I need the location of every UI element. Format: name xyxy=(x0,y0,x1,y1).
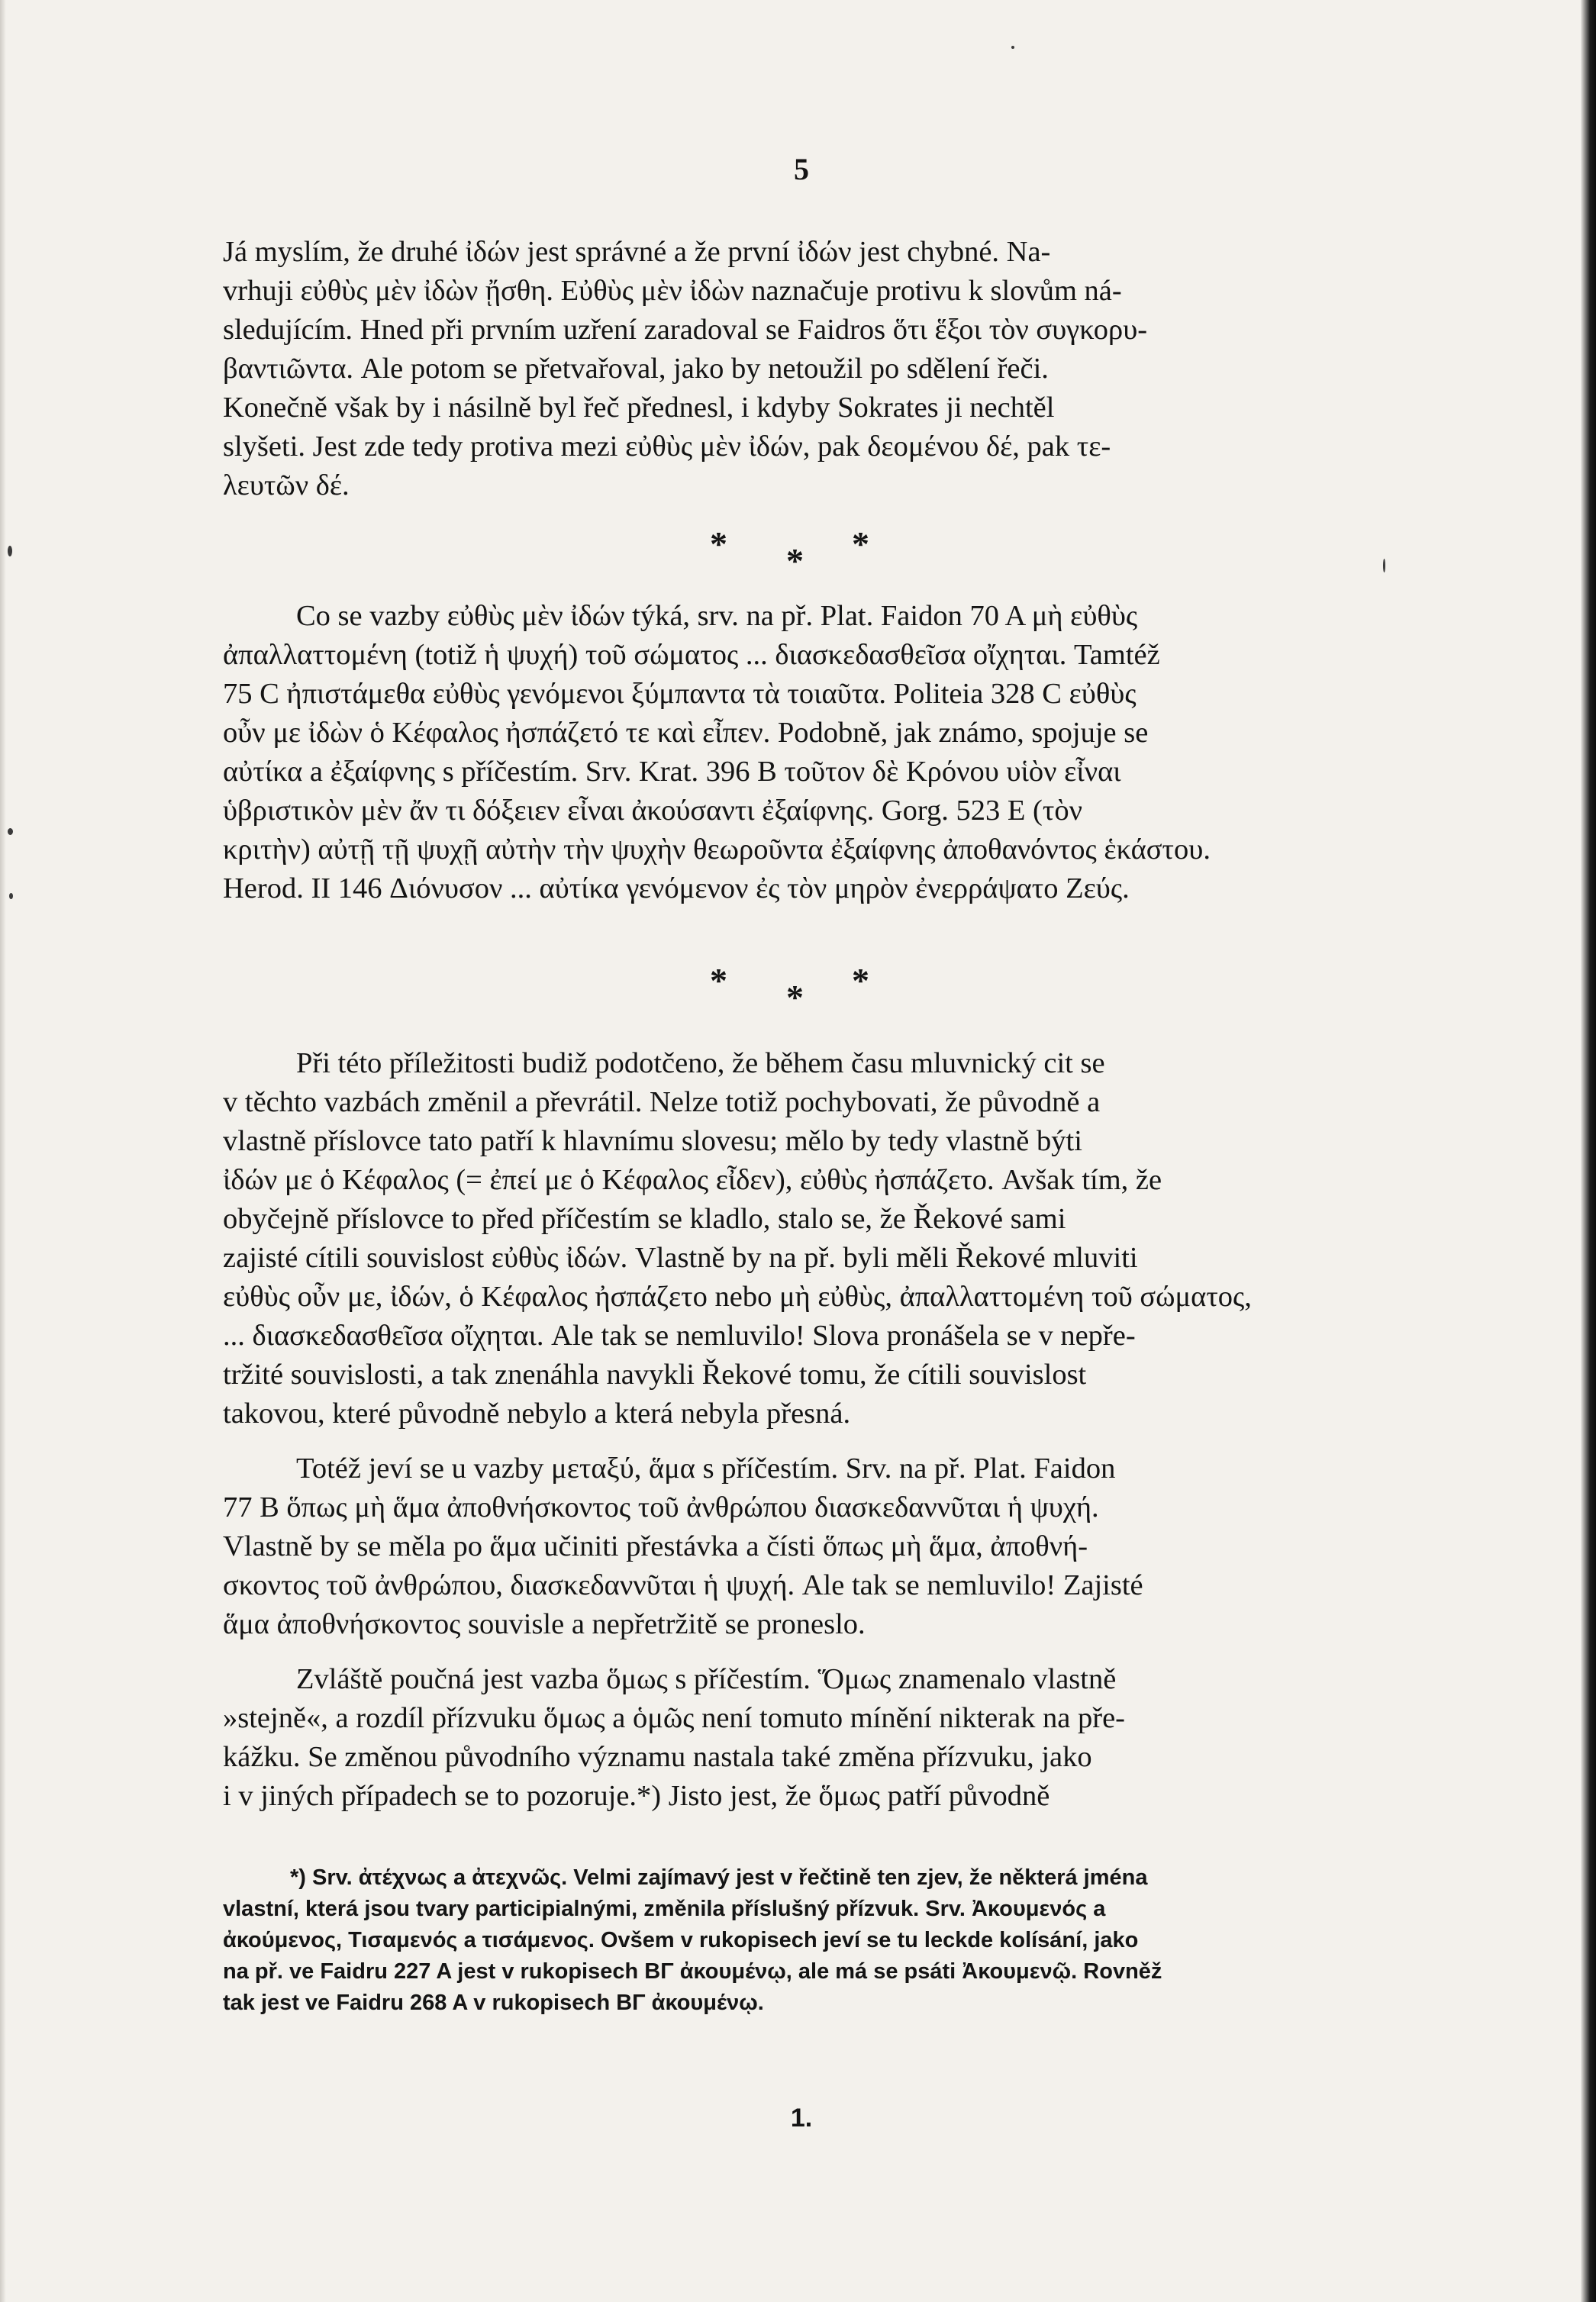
scan-speck xyxy=(1011,46,1014,49)
asterisk: * xyxy=(710,961,727,1000)
text-line: Vlastně by se měla po ἅμα učiniti přestávka a čísti ὅπως μὴ ἅμα, ἀποθνή- xyxy=(223,1530,1088,1562)
text-line: 75 C ἠπιστάμεθα εὐθὺς γενόμενοι ξύμπαντα τὰ τοιαῦτα. Politeia 328 C εὐθὺς xyxy=(223,678,1137,710)
text-line: βαντιῶντα. Ale potom se přetvařoval, jako by netoužil po sdělení řeči. xyxy=(223,353,1049,385)
text-line: takovou, které původně nebylo a která nebyla přesná. xyxy=(223,1398,851,1430)
footnote xyxy=(223,1862,1362,2019)
text-line: sledujícím. Hned při prvním uzření zaradoval se Faidros ὅτι ἕξοι τὸν συγκορυ- xyxy=(223,314,1148,346)
text-line: 77 B ὅπως μὴ ἅμα ἀποθνήσκοντος τοῦ ἀνθρώπου διασκεδαννῦται ἡ ψυχή. xyxy=(223,1491,1099,1523)
text-line: v těchto vazbách změnil a převrátil. Nelze totiž pochybovati, že původně a xyxy=(223,1086,1101,1118)
text-line: ἀπαλλαττομένη (totiž ἡ ψυχή) τοῦ σώματος ... διασκεδασθεῖσα οἴχηται. Tamtéž xyxy=(223,639,1160,671)
scan-speck xyxy=(1383,559,1385,572)
footnote-line: na př. ve Faidru 227 A jest v rukopisech ΒΓ ἀκουμένῳ, ale má se psáti Ἀκουμενῷ. Rovněž xyxy=(223,1959,1162,1984)
page-number: 5 xyxy=(794,152,809,186)
footnote-line: vlastní, která jsou tvary participialnými, změnila příslušný přízvuk. Srv. Ἀκουμενός a xyxy=(223,1897,1106,1921)
text-line: ὑβριστικὸν μὲν ἄν τι δόξειεν εἶναι ἀκούσαντι ἐξαίφνης. Gorg. 523 E (τὸν xyxy=(223,795,1083,827)
text-line: Co se vazby εὐθὺς μὲν ἰδών týká, srv. na př. Plat. Faidon 70 A μὴ εὐθὺς xyxy=(296,600,1138,632)
asterisk: * xyxy=(710,524,727,563)
text-line: ἰδών με ὁ Κέφαλος (= ἐπεί με ὁ Κέφαλος εἶδεν), εὐθὺς ἠσπάζετο. Avšak tím, že xyxy=(223,1164,1162,1196)
scan-speck xyxy=(9,893,13,899)
text-line: obyčejně příslovce to před příčestím se kladlo, stalo se, že Řekové sami xyxy=(223,1203,1066,1235)
paragraph xyxy=(223,1044,1362,1433)
page-binding-edge xyxy=(1581,0,1596,2302)
paragraph xyxy=(223,1449,1362,1644)
text-line: tržité souvislosti, a tak znenáhla navykli Řekové tomu, že cítili souvislost xyxy=(223,1359,1087,1391)
text-line: Herod. II 146 Διόνυσον ... αὐτίκα γενόμενον ἐς τὸν μηρὸν ἐνερράψατο Ζεύς. xyxy=(223,872,1130,904)
text-line: σκοντος τοῦ ἀνθρώπου, διασκεδαννῦται ἡ ψυχή. Ale tak se nemluvilo! Zajisté xyxy=(223,1569,1143,1601)
asterisk: * xyxy=(852,524,869,563)
text-line: Já myslím, že druhé ἰδών jest správné a že první ἰδών jest chybné. Na- xyxy=(223,236,1051,268)
text-line: vrhuji εὐθὺς μὲν ἰδὼν ᾔσθη. Εὐθὺς μὲν ἰδὼν naznačuje protivu k slovům ná- xyxy=(223,275,1122,307)
footnote-line: tak jest ve Faidru 268 A v rukopisech ΒΓ ἀκουμένῳ. xyxy=(223,1991,764,2015)
footnote-line: ἀκούμενος, Τισαμενός a τισάμενος. Ovšem v rukopisech jeví se tu leckde kolísání, jako xyxy=(223,1928,1139,1952)
scan-speck xyxy=(8,828,13,835)
text-line: kážku. Se změnou původního významu nastala také změna přízvuku, jako xyxy=(223,1741,1092,1773)
main-text xyxy=(223,1044,1362,1816)
text-line: »stejně«, a rozdíl přízvuku ὅμως a ὁμῶς není tomuto mínění nikterak na pře- xyxy=(223,1702,1125,1734)
paragraph xyxy=(223,1660,1362,1816)
asterisk: * xyxy=(786,978,804,1017)
scan-speck xyxy=(8,546,12,556)
text-line: λευτῶν δέ. xyxy=(223,469,350,501)
text-line: i v jiných případech se to pozoruje.*) Jisto jest, že ὅμως patří původně xyxy=(223,1780,1050,1812)
text-line: Totéž jeví se u vazby μεταξύ, ἅμα s příčestím. Srv. na př. Plat. Faidon xyxy=(296,1452,1116,1485)
footnote-line: *) Srv. ἀτέχνως a ἀτεχνῶς. Velmi zajímavý jest v řečtině ten zjev, že některá jména xyxy=(290,1865,1148,1890)
text-line: Při této příležitosti budiž podotčeno, že během času mluvnický cit se xyxy=(296,1047,1105,1079)
text-line: zajisté cítili souvislost εὐθὺς ἰδών. Vlastně by na př. byli měli Řekové mluviti xyxy=(223,1242,1138,1274)
paragraph-opening xyxy=(223,233,1362,505)
paragraph-examples xyxy=(223,597,1362,908)
text-line: Zvláště poučná jest vazba ὅμως s příčestím. Ὅμως znamenalo vlastně xyxy=(296,1663,1117,1695)
text-line: οὖν με ἰδὼν ὁ Κέφαλος ἠσπάζετό τε καὶ εἶπεν. Podobně, jak známo, spojuje se xyxy=(223,717,1149,749)
text-line: vlastně příslovce tato patří k hlavnímu slovesu; mělo by tedy vlastně býti xyxy=(223,1125,1082,1157)
section-separator xyxy=(710,963,893,1017)
section-separator xyxy=(710,524,893,580)
text-line: ἅμα ἀποθνήσκοντος souvisle a nepřetržitě se proneslo. xyxy=(223,1608,866,1640)
asterisk: * xyxy=(852,961,869,1000)
asterisk: * xyxy=(786,541,804,580)
text-line: slyšeti. Jest zde tedy protiva mezi εὐθὺς μὲν ἰδών, pak δεομένου δέ, pak τε- xyxy=(223,430,1111,463)
page-left-edge xyxy=(0,0,6,2302)
text-line: Konečně však by i násilně byl řeč přednesl, i kdyby Sokrates ji nechtěl xyxy=(223,392,1055,424)
signature-mark: 1. xyxy=(790,2104,813,2133)
text-line: ... διασκεδασθεῖσα οἴχηται. Ale tak se nemluvilo! Slova pronášela se v nepře- xyxy=(223,1320,1136,1352)
text-line: εὐθὺς οὖν με, ἰδών, ὁ Κέφαλος ἠσπάζετο nebo μὴ εὐθὺς, ἀπαλλαττομένη τοῦ σώματος, xyxy=(223,1281,1252,1313)
text-line: αὐτίκα a ἐξαίφνης s příčestím. Srv. Krat. 396 B τοῦτον δὲ Κρόνου υἱὸν εἶναι xyxy=(223,756,1121,788)
text-line: κριτὴν) αὐτῇ τῇ ψυχῇ αὐτὴν τὴν ψυχὴν θεωροῦντα ἐξαίφνης ἀποθανόντος ἑκάστου. xyxy=(223,833,1211,866)
